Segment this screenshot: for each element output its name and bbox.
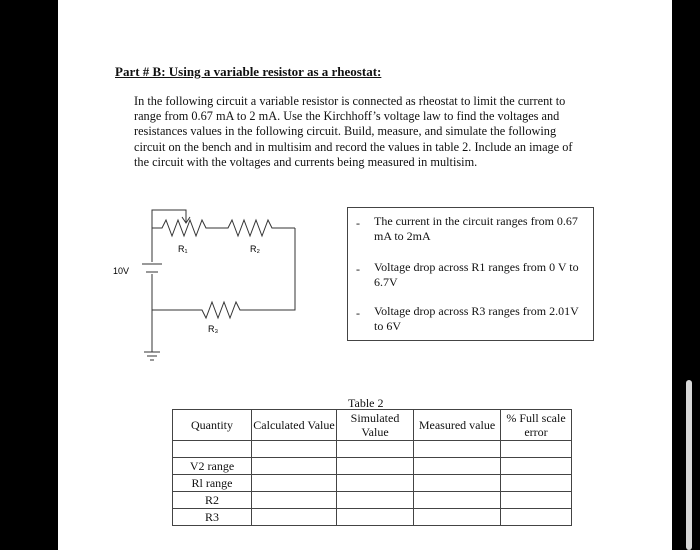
value-cell (252, 492, 337, 509)
table-row (173, 458, 572, 475)
circuit-diagram (110, 200, 350, 375)
value-cell (501, 509, 572, 526)
rheostat-wiper (152, 210, 186, 228)
bullet-dash: - (356, 262, 360, 276)
header-cell: Measured value (414, 410, 501, 441)
value-cell (414, 441, 501, 458)
value-cell (252, 509, 337, 526)
value-cell (337, 509, 414, 526)
table-row (173, 441, 572, 458)
table-caption: Table 2 (348, 396, 384, 410)
header-cell: % Full scale error (501, 410, 572, 441)
value-cell (337, 492, 414, 509)
value-cell (337, 458, 414, 475)
table-header-row (173, 410, 572, 441)
quantity-cell: V2 range (173, 458, 252, 475)
section-heading: Part # B: Using a variable resistor as a rheostat: (115, 64, 382, 79)
value-cell (414, 492, 501, 509)
value-cell (337, 441, 414, 458)
scrollbar-thumb[interactable] (686, 380, 692, 550)
table-row (173, 509, 572, 526)
r2-label: R₂ (250, 244, 260, 254)
document-page (58, 0, 672, 550)
intro-paragraph: In the following circuit a variable resistor is connected as rheostat to limit the current to range from 0.67 mA to 2 mA. Use the Kirchhoff’s voltage law to find the voltages and resistances values in the following circuit. Build, measure, and simulate the following circuit on the bench and in multisim and record the values in table 2. Include an image of the circuit with the voltages and currents being measured in multisim. (134, 94, 573, 169)
value-cell (414, 509, 501, 526)
note-text: Voltage drop across R1 ranges from 0 V to 6.7V (374, 260, 579, 289)
value-cell (501, 441, 572, 458)
r3-label: R₃ (208, 324, 219, 334)
quantity-cell: R3 (173, 509, 252, 526)
value-cell (252, 441, 337, 458)
value-cell (501, 458, 572, 475)
value-cell (252, 475, 337, 492)
value-cell (252, 458, 337, 475)
ground-symbol (144, 352, 160, 360)
value-cell (337, 475, 414, 492)
quantity-cell: R2 (173, 492, 252, 509)
value-cell (414, 458, 501, 475)
note-text: Voltage drop across R3 ranges from 2.01V to 6V (374, 304, 579, 333)
notes-box (347, 207, 594, 341)
bullet-dash: - (356, 306, 360, 320)
value-cell (414, 475, 501, 492)
r1-label: R₁ (178, 244, 188, 254)
bullet-dash: - (356, 216, 360, 230)
value-cell (501, 475, 572, 492)
source-label: 10V (113, 266, 130, 276)
table-row (173, 492, 572, 509)
results-table (172, 409, 572, 526)
value-cell (501, 492, 572, 509)
resistor-r3 (152, 302, 255, 318)
note-text: The current in the circuit ranges from 0.67 mA to 2mA (374, 214, 578, 243)
header-cell: Calculated Value (252, 410, 337, 441)
right-wire (255, 228, 295, 310)
resistor-r2 (220, 220, 295, 236)
header-cell: Simulated Value (337, 410, 414, 441)
header-cell: Quantity (173, 410, 252, 441)
quantity-cell (173, 441, 252, 458)
quantity-cell: Rl range (173, 475, 252, 492)
table-row (173, 475, 572, 492)
